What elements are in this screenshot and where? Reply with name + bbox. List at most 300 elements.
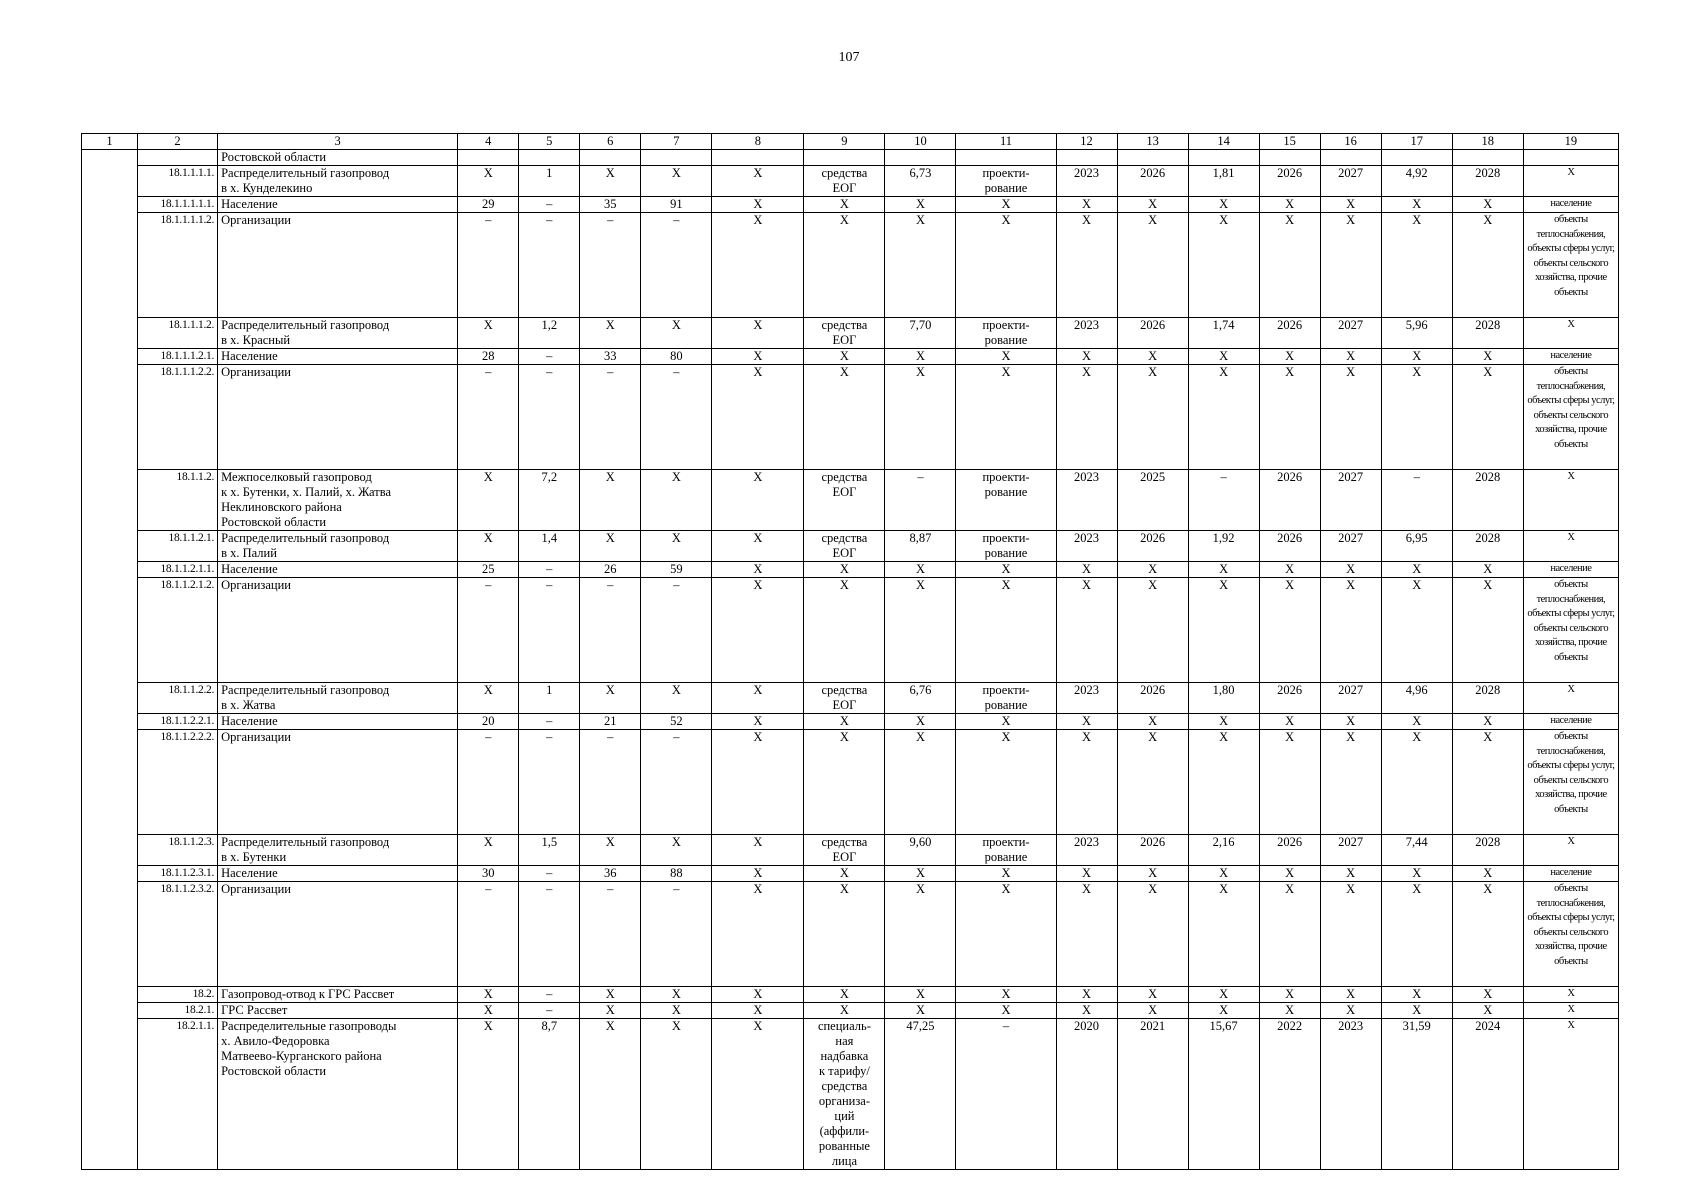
table-row (82, 730, 1619, 835)
table-row (82, 318, 1619, 349)
col-num: 4 (458, 134, 519, 150)
cell-value: X (1188, 365, 1259, 470)
cell-value: 8,7 (519, 1019, 580, 1170)
row-code: 18.1.1.1.2.2. (138, 365, 218, 470)
cell-value: 2027 (1320, 683, 1381, 714)
column-number-row (82, 134, 1619, 150)
col-num: 6 (580, 134, 641, 150)
cell-value: 2027 (1320, 470, 1381, 531)
cell (1320, 150, 1381, 166)
cell-value: средства ЕОГ (804, 835, 885, 866)
cell-value: X (1381, 365, 1452, 470)
cell-value: X (712, 866, 804, 882)
row-title: ГРС Рассвет (218, 1003, 458, 1019)
cell-value: – (458, 882, 519, 987)
table-row (82, 213, 1619, 318)
cell-value: 30 (458, 866, 519, 882)
cell-value: X (1381, 562, 1452, 578)
cell-value: 2028 (1452, 318, 1523, 349)
cell-value: – (580, 882, 641, 987)
col-num: 1 (82, 134, 138, 150)
cell-value: X (1320, 714, 1381, 730)
cell-value: X (1452, 562, 1523, 578)
cell-value: X (1259, 882, 1320, 987)
col-num: 7 (641, 134, 712, 150)
row-title: Распределительный газопровод в х. Жатва (218, 683, 458, 714)
cell-value: – (519, 714, 580, 730)
cell-value: X (580, 318, 641, 349)
cell-value: X (885, 213, 956, 318)
cell-value: X (712, 683, 804, 714)
cell-value: X (885, 562, 956, 578)
cell-value: X (1259, 197, 1320, 213)
cell-value: – (885, 470, 956, 531)
cell-value: X (1056, 213, 1117, 318)
cell-value: X (641, 683, 712, 714)
cell-value: X (641, 987, 712, 1003)
cell-value: X (1452, 882, 1523, 987)
cell-value: 1,80 (1188, 683, 1259, 714)
cell-value: X (1056, 1003, 1117, 1019)
cell-value: X (712, 197, 804, 213)
col-num: 15 (1259, 134, 1320, 150)
table-row (82, 714, 1619, 730)
cell-value: X (1320, 562, 1381, 578)
cell-value: X (956, 213, 1056, 318)
cell-value: X (712, 318, 804, 349)
cell-value: X (1259, 1003, 1320, 1019)
cell-value: X (885, 365, 956, 470)
cell-value: 6,76 (885, 683, 956, 714)
cell-value: X (1117, 987, 1188, 1003)
col-num: 16 (1320, 134, 1381, 150)
cell-value: X (1259, 213, 1320, 318)
cell-value: 35 (580, 197, 641, 213)
cell-value: X (1320, 882, 1381, 987)
row-code: 18.1.1.2.3.1. (138, 866, 218, 882)
cell-value: X (641, 1003, 712, 1019)
row-title: Распределительные газопроводы х. Авило-Федоровка Матвеево-Курганского района Ростовской области (218, 1019, 458, 1170)
table-row (82, 1003, 1619, 1019)
cell-value: 59 (641, 562, 712, 578)
consumer-category: население (1523, 197, 1618, 213)
cell-value: X (458, 470, 519, 531)
cell-value: X (885, 730, 956, 835)
cell-value: средства ЕОГ (804, 166, 885, 197)
cell-value: 2027 (1320, 318, 1381, 349)
cell-value: X (1452, 365, 1523, 470)
row-code: 18.1.1.2. (138, 470, 218, 531)
cell-value: X (1056, 882, 1117, 987)
cell-value: 8,87 (885, 531, 956, 562)
row-title: Население (218, 197, 458, 213)
cell-value: 6,73 (885, 166, 956, 197)
consumer-category: население (1523, 866, 1618, 882)
consumer-category: население (1523, 349, 1618, 365)
cell-value: X (1188, 562, 1259, 578)
cell-value: проекти- рование (956, 166, 1056, 197)
cell-value: X (885, 714, 956, 730)
cell-value: 4,92 (1381, 166, 1452, 197)
cell-value: – (458, 213, 519, 318)
cell-value: X (1381, 1003, 1452, 1019)
cell-value: специаль- ная надбавка к тарифу/ средства организа- ций (аффили- рованные лица (804, 1019, 885, 1170)
row-code: 18.1.1.2.2.2. (138, 730, 218, 835)
cell-value: X (804, 866, 885, 882)
page-number: 107 (838, 50, 860, 65)
row-title: Население (218, 349, 458, 365)
row-title: Организации (218, 730, 458, 835)
cell-value: – (458, 578, 519, 683)
cell-value: средства ЕОГ (804, 470, 885, 531)
table-row (82, 882, 1619, 987)
cell-value: X (1056, 578, 1117, 683)
cell-value: X (1452, 730, 1523, 835)
cell-value: – (519, 987, 580, 1003)
cell-value: 2026 (1117, 531, 1188, 562)
cell-value: X (1320, 349, 1381, 365)
consumer-category: X (1523, 835, 1618, 866)
cell-value: X (804, 213, 885, 318)
cell (1117, 150, 1188, 166)
table-row (82, 197, 1619, 213)
row-code: 18.1.1.2.3. (138, 835, 218, 866)
table-row (82, 578, 1619, 683)
cell-value: X (458, 531, 519, 562)
cell-value: X (712, 714, 804, 730)
cell-value: 2023 (1056, 683, 1117, 714)
row-title: Распределительный газопровод в х. Палий (218, 531, 458, 562)
col-num: 8 (712, 134, 804, 150)
cell-value: – (519, 882, 580, 987)
cell-value: 91 (641, 197, 712, 213)
consumer-category: X (1523, 318, 1618, 349)
cell-value: 47,25 (885, 1019, 956, 1170)
cell-value: – (458, 730, 519, 835)
cell-value: X (1452, 987, 1523, 1003)
cell-value: 2028 (1452, 835, 1523, 866)
cell-value: X (804, 349, 885, 365)
cell-value: 7,2 (519, 470, 580, 531)
cell-value: проекти- рование (956, 835, 1056, 866)
cell-value: 52 (641, 714, 712, 730)
col-num: 11 (956, 134, 1056, 150)
cell-value: X (804, 882, 885, 987)
cell-value: X (956, 197, 1056, 213)
row-title: Газопровод-отвод к ГРС Рассвет (218, 987, 458, 1003)
cell-value: X (804, 578, 885, 683)
cell-value: X (1452, 714, 1523, 730)
table-row (82, 866, 1619, 882)
cell-value: 36 (580, 866, 641, 882)
cell-value: X (712, 1003, 804, 1019)
row-title: Межпоселковый газопровод к х. Бутенки, х. Палий, х. Жатва Неклиновского района Ростовской области (218, 470, 458, 531)
row-code: 18.1.1.1.2. (138, 318, 218, 349)
cell-value: 1,81 (1188, 166, 1259, 197)
cell-value: X (458, 835, 519, 866)
cell-value: X (712, 166, 804, 197)
row-title: Организации (218, 578, 458, 683)
cell-value: X (641, 835, 712, 866)
cell-value: – (641, 213, 712, 318)
cell-value: 2028 (1452, 531, 1523, 562)
cell (1523, 150, 1618, 166)
cell-value: X (1320, 578, 1381, 683)
row-code: 18.2.1. (138, 1003, 218, 1019)
cell-value: X (804, 987, 885, 1003)
row-code: 18.1.1.1.1. (138, 166, 218, 197)
cell-value: – (580, 730, 641, 835)
cell-value: X (1188, 987, 1259, 1003)
cell-value: проекти- рование (956, 318, 1056, 349)
cell-value: X (956, 730, 1056, 835)
row-title: Распределительный газопровод в х. Красный (218, 318, 458, 349)
cell-value: X (1452, 197, 1523, 213)
cell-value: X (1452, 578, 1523, 683)
cell-value: 1,74 (1188, 318, 1259, 349)
cell-value: X (885, 349, 956, 365)
cell-value: X (1117, 1003, 1188, 1019)
cell-value: X (1188, 213, 1259, 318)
consumer-category: X (1523, 470, 1618, 531)
cell (1381, 150, 1452, 166)
cell-value: X (956, 866, 1056, 882)
cell-value: X (1117, 866, 1188, 882)
cell-value: 2026 (1117, 166, 1188, 197)
cell-value: 26 (580, 562, 641, 578)
row-code: 18.2. (138, 987, 218, 1003)
cell-value: 33 (580, 349, 641, 365)
cell-value: X (1381, 730, 1452, 835)
table-row (82, 835, 1619, 866)
cell-value: X (885, 1003, 956, 1019)
cell-value: X (580, 835, 641, 866)
cell-value: X (712, 531, 804, 562)
cell-value: X (804, 730, 885, 835)
cell (1188, 150, 1259, 166)
cell-value: X (1320, 866, 1381, 882)
col-num: 3 (218, 134, 458, 150)
merged-first-column (82, 150, 138, 1170)
cell (885, 150, 956, 166)
cell-value: 7,44 (1381, 835, 1452, 866)
cell-value: X (641, 166, 712, 197)
row-code: 18.1.1.1.2.1. (138, 349, 218, 365)
row-code: 18.1.1.2.1.2. (138, 578, 218, 683)
cell (712, 150, 804, 166)
cell-value: – (641, 365, 712, 470)
cell-value: X (1117, 349, 1188, 365)
cell-value: X (956, 562, 1056, 578)
cell-value: X (804, 365, 885, 470)
cell-value: 2,16 (1188, 835, 1259, 866)
row-code: 18.1.1.1.1.2. (138, 213, 218, 318)
cell-value: X (458, 166, 519, 197)
cell-value: X (956, 349, 1056, 365)
cell-value: 29 (458, 197, 519, 213)
cell-value: X (712, 365, 804, 470)
cell-value: X (1452, 1003, 1523, 1019)
continuation-row (82, 150, 1619, 166)
cell-value: 2026 (1259, 318, 1320, 349)
cell-value: X (712, 562, 804, 578)
cell-value: X (712, 730, 804, 835)
cell-value: X (885, 197, 956, 213)
cell-value: X (885, 578, 956, 683)
cell (956, 150, 1056, 166)
table-row (82, 562, 1619, 578)
cell-value: 15,67 (1188, 1019, 1259, 1170)
cell-value: X (804, 714, 885, 730)
cell-value: X (804, 1003, 885, 1019)
cell-value: X (580, 1003, 641, 1019)
cell-value: 2023 (1056, 835, 1117, 866)
cell-value: X (1320, 197, 1381, 213)
cell-value: 2026 (1117, 683, 1188, 714)
cell-value: X (1117, 562, 1188, 578)
cell-value: X (1259, 562, 1320, 578)
col-num: 18 (1452, 134, 1523, 150)
cell-value: 5,96 (1381, 318, 1452, 349)
cell-value: 31,59 (1381, 1019, 1452, 1170)
consumer-category: объекты теплоснабжения, объекты сферы услуг, объекты сельского хозяйства, прочие объекты (1523, 882, 1618, 987)
col-num: 17 (1381, 134, 1452, 150)
cell-value: X (1452, 349, 1523, 365)
cell-value: X (1381, 578, 1452, 683)
consumer-category: население (1523, 714, 1618, 730)
cell-value: X (1056, 349, 1117, 365)
cell-value: 2025 (1117, 470, 1188, 531)
cell-value: – (641, 730, 712, 835)
cell-value: 20 (458, 714, 519, 730)
cell-value: 2027 (1320, 531, 1381, 562)
cell-value: 4,96 (1381, 683, 1452, 714)
row-code: 18.1.1.1.1.1. (138, 197, 218, 213)
consumer-category: X (1523, 987, 1618, 1003)
cell-value: X (580, 470, 641, 531)
consumer-category: объекты теплоснабжения, объекты сферы услуг, объекты сельского хозяйства, прочие объекты (1523, 578, 1618, 683)
cell-value: X (580, 531, 641, 562)
cell-value: 88 (641, 866, 712, 882)
cell-value: X (1117, 882, 1188, 987)
cell-value: 2023 (1320, 1019, 1381, 1170)
consumer-category: объекты теплоснабжения, объекты сферы услуг, объекты сельского хозяйства, прочие объекты (1523, 365, 1618, 470)
cell-value: X (1320, 213, 1381, 318)
cell-value: – (641, 882, 712, 987)
cell-value: X (1452, 866, 1523, 882)
cell-value: 2023 (1056, 166, 1117, 197)
row-title: Организации (218, 365, 458, 470)
cell-value: X (1188, 197, 1259, 213)
cell-value: X (712, 349, 804, 365)
col-num: 13 (1117, 134, 1188, 150)
cell-value: X (1056, 562, 1117, 578)
cell-value: – (519, 730, 580, 835)
cell-value: X (1259, 866, 1320, 882)
cell-value: 2020 (1056, 1019, 1117, 1170)
cell-value: средства ЕОГ (804, 531, 885, 562)
cell (1452, 150, 1523, 166)
cell-value: X (1117, 365, 1188, 470)
cell-value: X (1320, 730, 1381, 835)
cell-value: 9,60 (885, 835, 956, 866)
consumer-category: объекты теплоснабжения, объекты сферы услуг, объекты сельского хозяйства, прочие объекты (1523, 730, 1618, 835)
cell-value: X (885, 987, 956, 1003)
cell-value: X (641, 318, 712, 349)
cell-value: X (956, 714, 1056, 730)
cell-value: X (1381, 197, 1452, 213)
cell-value: – (580, 578, 641, 683)
cell-value: X (1259, 349, 1320, 365)
row-title: Население (218, 866, 458, 882)
row-title: Организации (218, 213, 458, 318)
col-num: 12 (1056, 134, 1117, 150)
cell-value: 1,2 (519, 318, 580, 349)
cell-value: – (956, 1019, 1056, 1170)
cell-value: X (1188, 349, 1259, 365)
cell-value: – (519, 578, 580, 683)
cell-value: 2021 (1117, 1019, 1188, 1170)
cell-value: проекти- рование (956, 531, 1056, 562)
cell-value: X (1056, 987, 1117, 1003)
cell-value: X (1188, 866, 1259, 882)
cell-value: 1 (519, 683, 580, 714)
cell-value: – (519, 365, 580, 470)
col-num: 19 (1523, 134, 1618, 150)
gas-projects-table (81, 133, 1619, 1170)
table-row (82, 987, 1619, 1003)
cell-value: X (712, 882, 804, 987)
continuation-text: Ростовской области (218, 150, 458, 166)
cell-value: X (1117, 714, 1188, 730)
col-num: 14 (1188, 134, 1259, 150)
cell-value: X (956, 365, 1056, 470)
cell-value: 1,92 (1188, 531, 1259, 562)
cell (458, 150, 519, 166)
consumer-category: X (1523, 683, 1618, 714)
cell-value: 2023 (1056, 318, 1117, 349)
cell-value: – (519, 562, 580, 578)
cell-value: X (712, 1019, 804, 1170)
cell-value: X (641, 470, 712, 531)
cell-value: 2026 (1259, 531, 1320, 562)
row-code: 18.1.1.2.2. (138, 683, 218, 714)
cell-value: 1,5 (519, 835, 580, 866)
col-num: 10 (885, 134, 956, 150)
cell-value: X (1188, 730, 1259, 835)
table-row (82, 166, 1619, 197)
cell-value: – (519, 213, 580, 318)
cell-value: X (580, 987, 641, 1003)
cell-value: X (1117, 730, 1188, 835)
cell-value: – (1381, 470, 1452, 531)
consumer-category: X (1523, 1003, 1618, 1019)
cell (1056, 150, 1117, 166)
cell-value: X (1381, 882, 1452, 987)
cell-value: – (580, 213, 641, 318)
cell-value: X (458, 318, 519, 349)
cell-value: X (1188, 1003, 1259, 1019)
cell-value: X (1188, 578, 1259, 683)
cell-value: X (1259, 365, 1320, 470)
cell-value: X (1452, 213, 1523, 318)
consumer-category: население (1523, 562, 1618, 578)
cell-value: 2028 (1452, 683, 1523, 714)
cell-value: 1 (519, 166, 580, 197)
cell-value: – (519, 1003, 580, 1019)
cell-value: 6,95 (1381, 531, 1452, 562)
row-code: 18.1.1.2.1. (138, 531, 218, 562)
